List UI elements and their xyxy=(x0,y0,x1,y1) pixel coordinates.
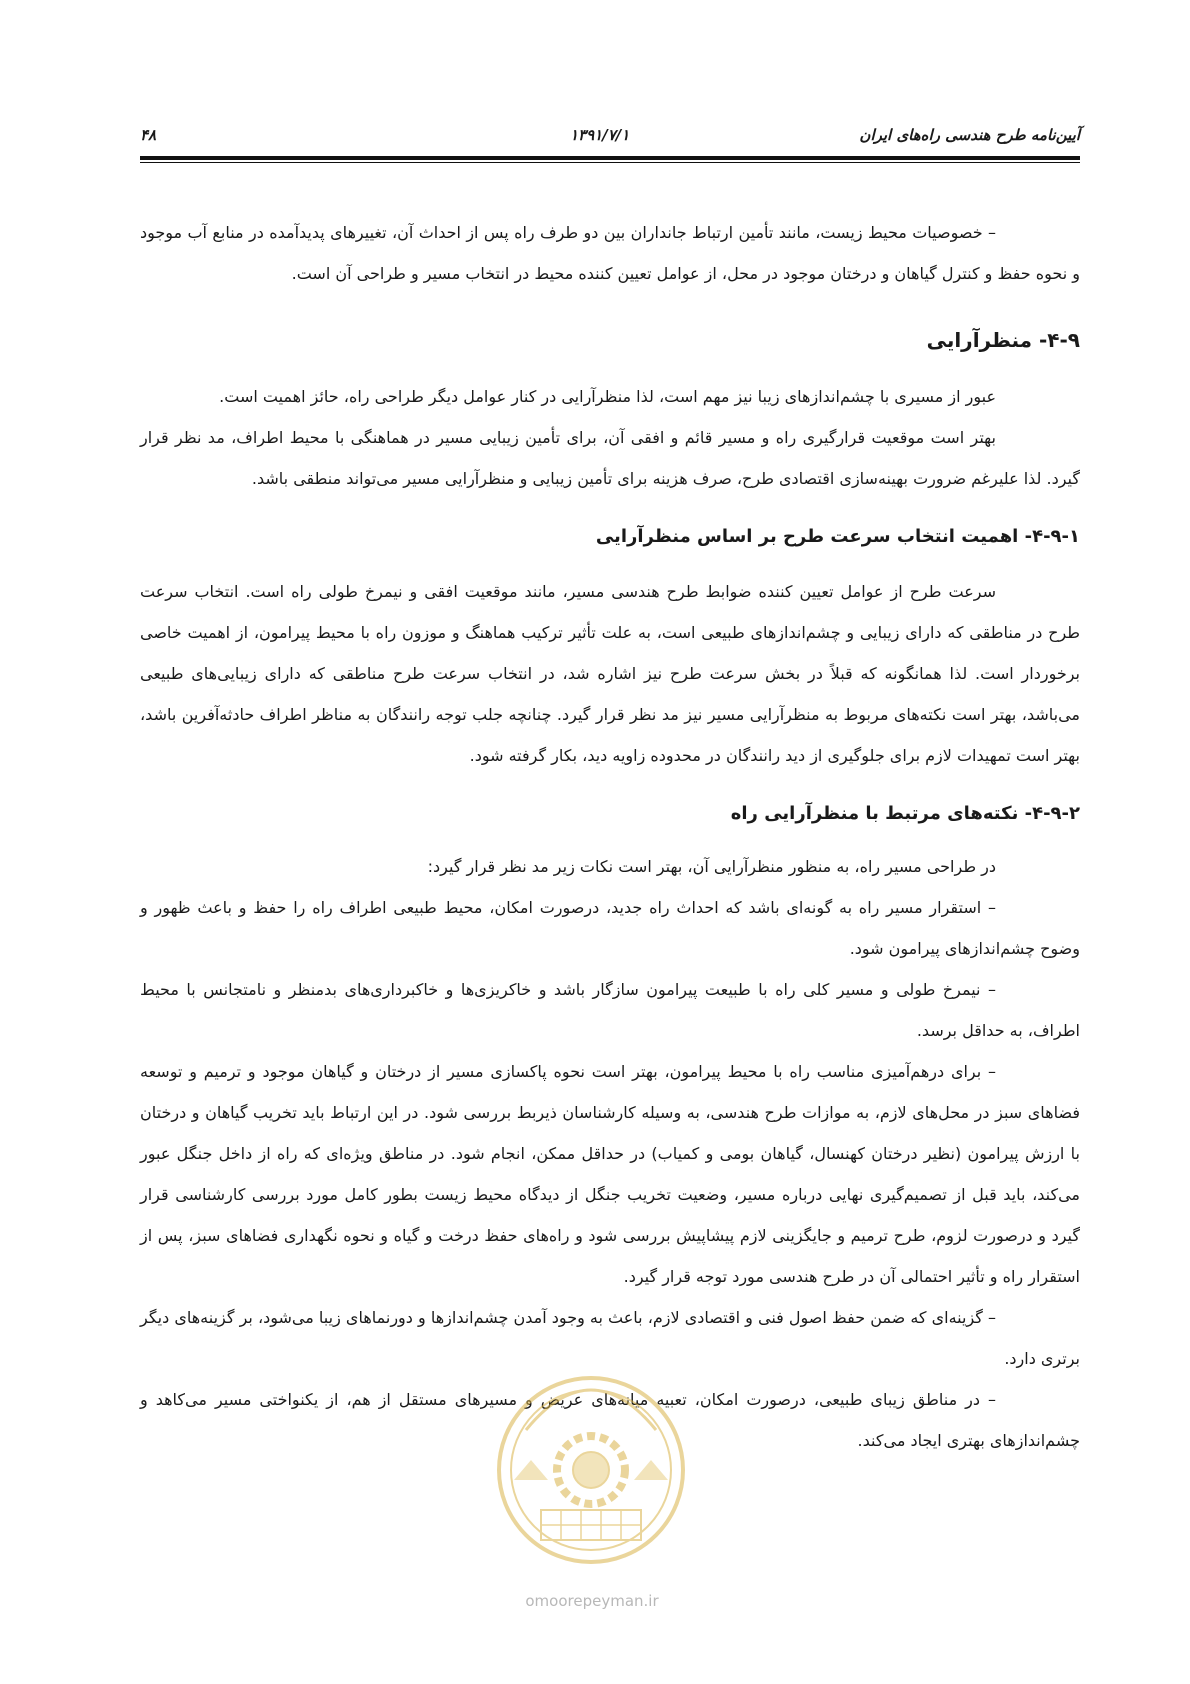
paragraph-4-9-2-intro: در طراحی مسیر راه، به منظور منظرآرایی آن، بهتر است نکات زیر مد نظر قرار گیرد: xyxy=(427,857,996,876)
list-item: – گزینه‌ای که ضمن حفظ اصول فنی و اقتصادی لازم، باعث به وجود آمدن چشم‌اندازها و دورنماهای زیبا می‌شود، بر گزینه‌های دیگر برتری دارد. xyxy=(140,1308,1080,1368)
list-item: – نیمرخ طولی و مسیر کلی راه با طبیعت پیرامون سازگار باشد و خاکریزی‌ها و خاکبرداری‌های بدمنظر و نامتجانس با محیط اطراف، به حداقل برسد. xyxy=(140,980,1080,1040)
paragraph-environment: – خصوصیات محیط زیست، مانند تأمین ارتباط جانداران بین دو طرف راه پس از احداث آن، تغییرهای پدیدآمده در منابع آب موجود و نحوه حفظ و کنترل گیاهان و درختان موجود در محل، از عوامل تعیین کننده محیط در انتخاب مسیر و طراحی آن است. xyxy=(140,223,1080,283)
header-rule-thick xyxy=(140,156,1080,160)
list-item: – استقرار مسیر راه به گونه‌ای باشد که احداث راه جدید، درصورت امکان، محیط طبیعی اطراف راه را حفظ و باعث ظهور و وضوح چشم‌اندازهای پیرامون شود. xyxy=(140,898,1080,958)
header-document-title: آیین‌نامه طرح هندسی راه‌های ایران xyxy=(859,126,1080,144)
header-date: ۱۳۹۱/۷/۱ xyxy=(570,126,630,144)
page-body xyxy=(140,212,1080,1461)
header-page-number: ۴۸ xyxy=(140,126,157,144)
paragraph-4-9-1: سرعت طرح از عوامل تعیین کننده ضوابط طرح هندسی مسیر، مانند موقعیت افقی و نیمرخ طولی راه است. انتخاب سرعت طرح در مناطقی که دارای زیبایی و چشم‌اندازهای طبیعی است، به علت تأثیر ترکیب هماهنگ و موزون راه با محیط پیرامون، از اهمیت خاصی برخوردار است. لذا همانگونه که قبلاً در بخش سرعت طرح نیز اشاره شد، در انتخاب سرعت طرح مناطقی که دارای زیبایی‌های طبیعی می‌باشد، بهتر است نکته‌های مربوط به منظرآرایی مسیر نیز مد نظر قرار گیرد. چنانچه جلب توجه رانندگان به مناظر اطراف حادثه‌آفرین باشد، بهتر است تمهیدات لازم برای جلوگیری از دید رانندگان در محدوده زاویه دید، بکار گرفته شود. xyxy=(140,582,1080,765)
paragraph-4-9-a: عبور از مسیری با چشم‌اندازهای زیبا نیز مهم است، لذا منظرآرایی در کنار عوامل دیگر طراحی راه، حائز اهمیت است. xyxy=(219,387,996,406)
list-item: – برای درهم‌آمیزی مناسب راه با محیط پیرامون، بهتر است نحوه پاکسازی مسیر از درختان و گیاهان موجود و ترمیم و توسعه فضاهای سبز در محل‌های لازم، به موازات طرح هندسی، به وسیله کارشناسان ذیربط بررسی شود. در این ارتباط باید تخریب گیاهان و درختان با ارزش پیرامون (نظیر درختان کهنسال، گیاهان بومی و کمیاب) در حداقل ممکن، انجام شود. در مناطق ویژه‌ای که راه از داخل جنگل عبور می‌کند، باید قبل از تصمیم‌گیری نهایی درباره مسیر، وضعیت تخریب جنگل از دیدگاه محیط زیست بطور کامل مورد بررسی کارشناسی قرار گیرد و درصورت لزوم، طرح ترمیم و جایگزینی لازم پیشاپیش بررسی شود و راه‌های حفظ درخت و گیاه و نحوه نگهداری فضاهای سبز، پس از استقرار راه و تأثیر احتمالی آن در طرح هندسی مورد توجه قرار گیرد. xyxy=(140,1062,1080,1286)
section-heading-4-9: ۴-۹- منظرآرایی xyxy=(926,328,1080,352)
section-heading-4-9-2: ۴-۹-۲- نکته‌های مرتبط با منظرآرایی راه xyxy=(730,803,1080,824)
section-heading-4-9-1: ۴-۹-۱- اهمیت انتخاب سرعت طرح بر اساس منظرآرایی xyxy=(595,526,1080,547)
list-item: – در مناطق زیبای طبیعی، درصورت امکان، تعبیه میانه‌های عریض و مسیرهای مستقل از هم، از یکنواختی مسیر می‌کاهد و چشم‌اندازهای بهتری ایجاد می‌کند. xyxy=(140,1390,1080,1450)
watermark-url: omoorepeyman.ir xyxy=(525,1592,659,1610)
page-header xyxy=(140,120,1080,154)
paragraph-4-9-b: بهتر است موقعیت قرارگیری راه و مسیر قائم و افقی آن، برای تأمین زیبایی مسیر در هماهنگی با محیط اطراف، مد نظر قرار گیرد. لذا علیرغم ضرورت بهینه‌سازی اقتصادی طرح، صرف هزینه برای تأمین زیبایی و منظرآرایی مسیر می‌تواند منطقی باشد. xyxy=(140,428,1080,488)
header-rule-thin xyxy=(140,162,1080,163)
